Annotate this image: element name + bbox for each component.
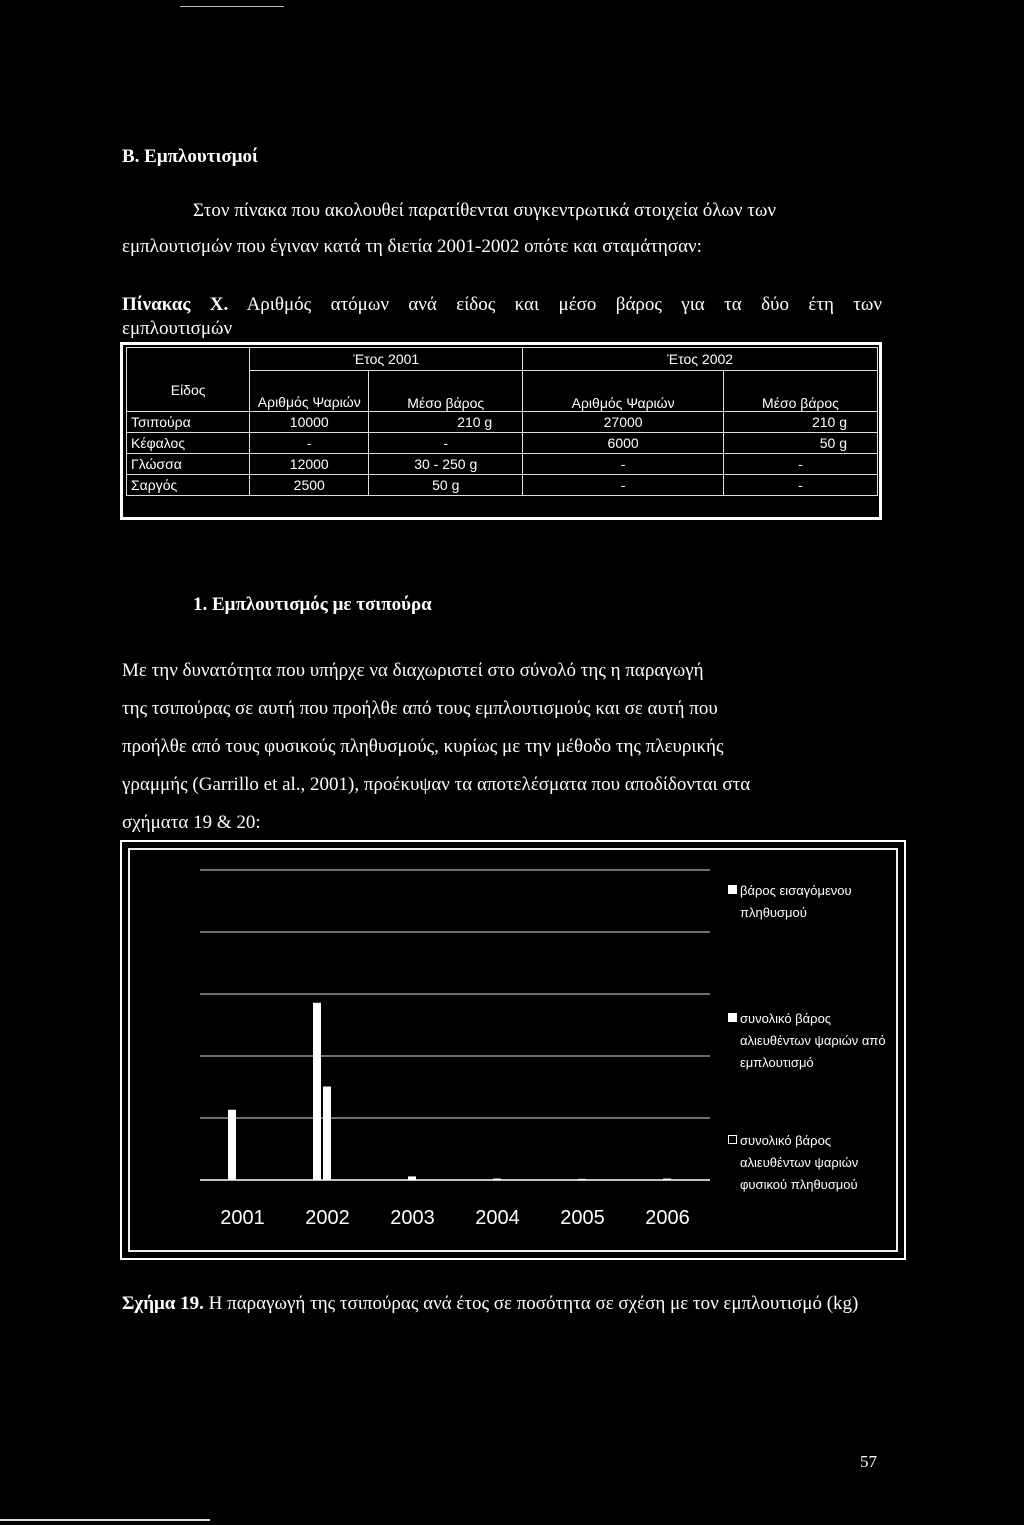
legend-label-imported: βάρος εισαγόμενου πληθυσμού: [740, 883, 852, 920]
cell-weight-2002: 210 g: [723, 412, 877, 433]
section-title: B. Εμπλουτισμοί: [122, 146, 258, 167]
cell-weight-2001: 30 - 250 g: [369, 454, 523, 475]
bar: [314, 1003, 321, 1180]
cell-species: Σαργός: [127, 475, 250, 496]
top-rule: [180, 6, 284, 7]
header-weight-2001: Μέσο βάρος: [369, 371, 523, 412]
bottom-rule: [0, 1519, 210, 1521]
cell-species: Γλώσσα: [127, 454, 250, 475]
cell-count-2001: 12000: [250, 454, 369, 475]
header-count-2001: Αριθμός Ψαριών: [250, 371, 369, 412]
table-row: [127, 454, 878, 475]
cell-weight-2002: -: [723, 454, 877, 475]
paragraph-line: της τσιπούρας σε αυτή που προήλθε από τους εμπλουτισμούς και σε αυτή που: [122, 698, 718, 719]
bar: [229, 1110, 236, 1180]
cell-count-2002: -: [523, 475, 724, 496]
cell-species: Κέφαλος: [127, 433, 250, 454]
cell-count-2001: 10000: [250, 412, 369, 433]
legend-item-natural: [728, 1130, 898, 1200]
paragraph-line: Με την δυνατότητα που υπήρχε να διαχωριστεί στο σύνολό της η παραγωγή: [122, 660, 704, 681]
legend-item-enrichment: [728, 1008, 898, 1078]
figure-caption-text: Η παραγωγή της τσιπούρας ανά έτος σε ποσότητα σε σχέση με τον εμπλουτισμό (kg): [208, 1293, 859, 1314]
bar-chart: [140, 860, 720, 1240]
table-caption-label: Πίνακας Χ.: [122, 294, 229, 315]
x-tick-label: 2006: [645, 1207, 690, 1229]
figure-caption-label: Σχήμα 19.: [122, 1293, 204, 1314]
x-tick-label: 2001: [220, 1207, 265, 1229]
figure-caption: [122, 1290, 882, 1318]
cell-weight-2002: -: [723, 475, 877, 496]
species-table: [126, 347, 878, 496]
intro-line-2: εμπλουτισμών που έγιναν κατά τη διετία 2001-2002 οπότε και σταμάτησαν:: [122, 236, 702, 257]
table-caption: [122, 290, 882, 320]
paragraph-line: προήλθε από τους φυσικούς πληθυσμούς, κυρίως με την μέθοδο της πλευρικής: [122, 736, 724, 757]
cell-count-2002: 27000: [523, 412, 724, 433]
header-year-2002: Έτος 2002: [523, 348, 878, 371]
legend-label-enrichment: συνολικό βάρος αλιευθέντων ψαριών από εμπλουτισμό: [740, 1011, 886, 1070]
legend-item-imported: [728, 880, 898, 930]
x-tick-label: 2004: [475, 1207, 520, 1229]
gridlines: [200, 870, 710, 1180]
paragraph-line: σχήματα 19 & 20:: [122, 812, 261, 833]
cell-weight-2002: 50 g: [723, 433, 877, 454]
header-weight-2002: Μέσο βάρος: [723, 371, 877, 412]
table-caption-line-2: εμπλουτισμών: [122, 318, 233, 339]
cell-weight-2001: 210 g: [369, 412, 523, 433]
x-tick-labels: [220, 1207, 690, 1229]
cell-species: Τσιπούρα: [127, 412, 250, 433]
bar: [579, 1179, 586, 1180]
bar: [494, 1179, 501, 1180]
bars: [229, 1003, 671, 1180]
cell-count-2002: 6000: [523, 433, 724, 454]
x-tick-label: 2003: [390, 1207, 435, 1229]
cell-weight-2001: 50 g: [369, 475, 523, 496]
table-row: [127, 475, 878, 496]
body-paragraph: [122, 652, 877, 842]
bar: [409, 1177, 416, 1180]
legend-swatch-imported: [728, 885, 737, 894]
paragraph-line: γραμμής (Garrillo et al., 2001), προέκυψαν τα αποτελέσματα που αποδίδονται στα: [122, 774, 751, 795]
bar: [324, 1087, 331, 1180]
cell-count-2001: -: [250, 433, 369, 454]
x-tick-label: 2005: [560, 1207, 605, 1229]
legend-swatch-natural: [728, 1135, 737, 1144]
header-species: Είδος: [127, 348, 250, 412]
table-row: [127, 433, 878, 454]
table-row: [127, 412, 878, 433]
subsection-title: 1. Εμπλουτισμός με τσιπούρα: [193, 594, 432, 615]
bar: [664, 1179, 671, 1180]
page-number: 57: [860, 1452, 877, 1471]
cell-count-2002: -: [523, 454, 724, 475]
intro-line-1: Στον πίνακα που ακολουθεί παρατίθενται συγκεντρωτικά στοιχεία όλων των: [193, 200, 777, 221]
legend-swatch-enrichment: [728, 1013, 737, 1022]
legend-label-natural: συνολικό βάρος αλιευθέντων ψαριών φυσικού πληθυσμού: [740, 1133, 859, 1192]
cell-weight-2001: -: [369, 433, 523, 454]
cell-count-2001: 2500: [250, 475, 369, 496]
x-tick-label: 2002: [305, 1207, 350, 1229]
header-year-2001: Έτος 2001: [250, 348, 523, 371]
table-caption-text: Αριθμός ατόμων ανά είδος και μέσο βάρος για τα δύο έτη των: [246, 294, 882, 315]
header-count-2002: Αριθμός Ψαριών: [523, 371, 724, 412]
